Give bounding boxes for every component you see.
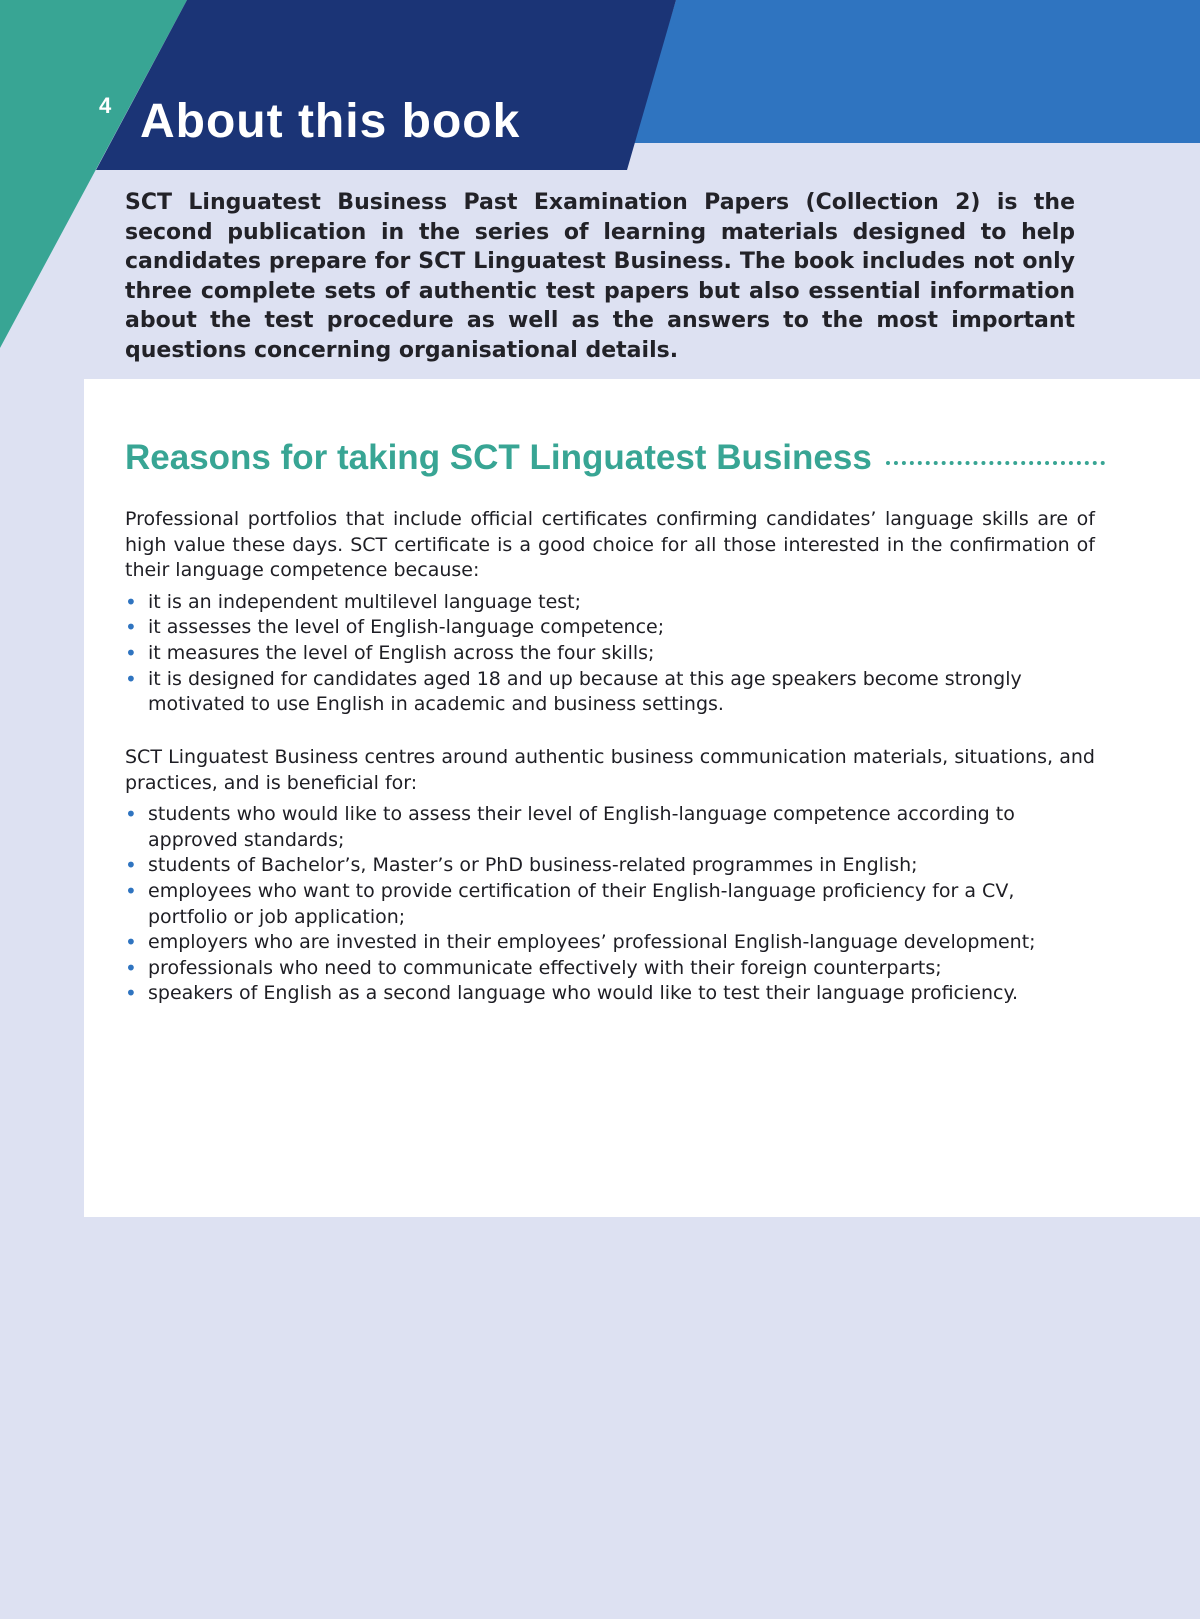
bullet-icon: • — [125, 930, 137, 955]
section-heading — [125, 438, 1105, 484]
list-item — [125, 981, 1095, 1007]
heading-dotted-leader — [886, 461, 1105, 465]
list-item-text: it is an independent multilevel language test; — [148, 590, 582, 613]
list-item-text: it is designed for candidates aged 18 and up because at this age speakers become strongly motivated to use English in academic and business settings. — [148, 667, 1022, 716]
blue-banner — [633, 0, 1200, 143]
reasons-list — [125, 590, 1095, 718]
beneficiaries-intro-paragraph: SCT Linguatest Business centres around authentic business communication materials, situations, and practices, and is beneficial for: — [125, 746, 1095, 794]
list-item — [125, 615, 1095, 641]
beneficiaries-list — [125, 802, 1095, 1007]
bullet-icon: • — [125, 802, 137, 827]
bullet-icon: • — [125, 878, 137, 903]
bullet-icon: • — [125, 615, 137, 640]
intro-paragraph: SCT Linguatest Business Past Examination Papers (Collection 2) is the second publication in the series of learning materials designed to help candidates prepare for SCT Linguatest Business. The book includes not only three complete sets of authentic test papers but also essential information about the test procedure as well as the answers to the most important questions concerning organisational details. — [125, 190, 1075, 363]
bullet-icon: • — [125, 640, 137, 665]
list-item — [125, 590, 1095, 616]
list-item-text: employers who are invested in their employees’ professional English-language development; — [148, 931, 1036, 954]
reasons-intro-paragraph: Professional portfolios that include official certificates confirming candidates’ language skills are of high value these days. SCT certificate is a good choice for all those interested in the confirmation of their language competence because: — [125, 508, 1095, 582]
list-item-text: it measures the level of English across the four skills; — [148, 641, 655, 664]
list-item — [125, 853, 1095, 879]
bullet-icon: • — [125, 955, 137, 980]
page-number: 4 — [99, 93, 112, 118]
list-item-text: students who would like to assess their level of English-language competence according to approved standards; — [148, 803, 1015, 851]
list-item — [125, 930, 1095, 956]
bullet-icon: • — [125, 666, 137, 691]
bullet-icon: • — [125, 589, 137, 614]
list-item-text: it assesses the level of English-language competence; — [148, 616, 665, 639]
beneficiaries-block — [125, 745, 1095, 1007]
list-item-text: students of Bachelor’s, Master’s or PhD business-related programmes in English; — [148, 854, 918, 877]
list-item-text: employees who want to provide certification of their English-language proficiency for a CV, portfolio or job application; — [148, 879, 1015, 928]
page-title: About this book — [140, 95, 521, 148]
reasons-block — [125, 507, 1095, 718]
list-item — [125, 667, 1095, 718]
list-item — [125, 879, 1095, 930]
bullet-icon: • — [125, 853, 137, 878]
list-item-text: professionals who need to communicate effectively with their foreign counterparts; — [148, 956, 942, 979]
list-item — [125, 802, 1095, 853]
section-heading-text: Reasons for taking SCT Linguatest Business — [125, 438, 872, 477]
list-item — [125, 641, 1095, 667]
list-item — [125, 956, 1095, 982]
list-item-text: speakers of English as a second language who would like to test their language proficiency. — [148, 982, 1019, 1005]
bullet-icon: • — [125, 981, 137, 1006]
